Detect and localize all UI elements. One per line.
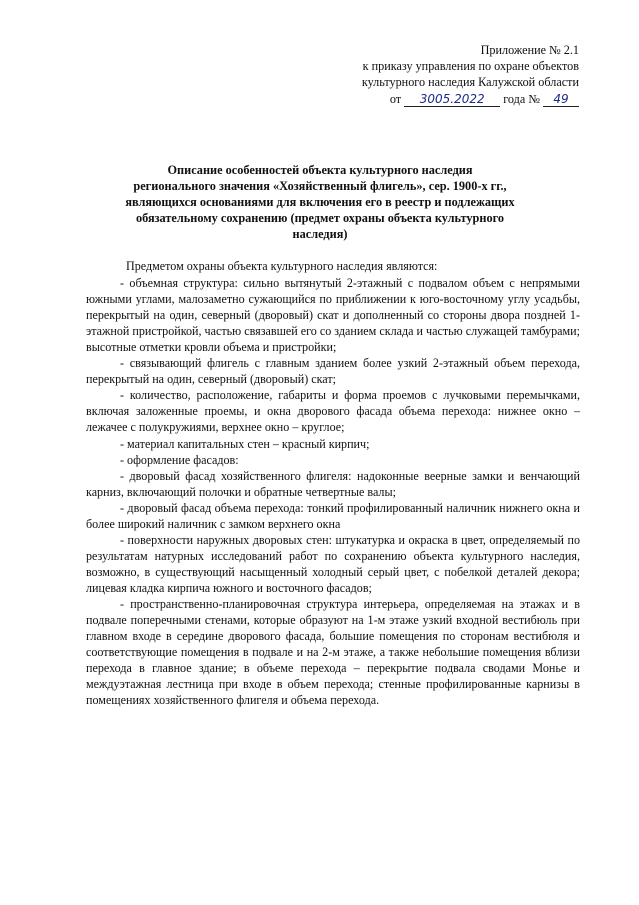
protection-item: - дворовый фасад объема перехода: тонкий профилированный наличник нижнего окна и более широкий наличник с замком верхнего окна (86, 500, 580, 531)
document-body (86, 258, 580, 708)
protection-item: - дворовый фасад хозяйственного флигеля: надоконные веерные замки и венчающий карниз, включающий полочки и обратные четвертные валы; (86, 468, 580, 499)
protection-item: - материал капитальных стен – красный кирпич; (120, 436, 370, 451)
order-reference: к приказу управления по охране объектов (362, 59, 579, 74)
title-line: Описание особенностей объекта культурного наследия (167, 163, 473, 177)
protection-item: - поверхности наружных дворовых стен: штукатурка и окраска в цвет, определяемый по результатам натурных исследований работ по сохранению объекта культурного наследия, возможно, в существующий насыщенный холодный серый цвет, с побелкой деталей декора; лицевая кладка кирпича южного и восточного фасадов; (86, 532, 580, 595)
from-label: от (389, 91, 402, 106)
protection-item: - связывающий флигель с главным зданием более узкий 2-этажный объем перехода, перекрытый на один, северный (дворовый) скат; (86, 356, 580, 387)
appendix-number: Приложение № 2.1 (480, 43, 579, 57)
title-line: являющихся основаниями для включения его в реестр и подлежащих (125, 195, 515, 209)
protection-item: - объемная структура: сильно вытянутый 2-этажный с подвалом объем с непрямыми южными углами, малозаметно сужающийся по приближении к юго-восточному углу усадьбы, перекрытый на один, северный (дворовый) скат и дополненный со стороны двора поздней 1-этажной пристройкой, частью связавшей его со зданием склада и частью служащей тамбурами; высотные отметки кровли объема и пристройки; (86, 276, 580, 355)
protection-item: - количество, расположение, габариты и форма проемов с лучковыми перемычками, включая заложенные проемы, и окна дворового фасада объема перехода: нижнее окно – лежачее с полукружиями, верхнее окно – круглое; (86, 388, 580, 435)
date-number-line (279, 91, 579, 107)
intro-paragraph: Предметом охраны объекта культурного наследия являются: (126, 259, 438, 273)
title-line: обязательному сохранению (предмет охраны объекта культурного (135, 211, 505, 225)
handwritten-date: 3005.2022 (404, 93, 500, 107)
handwritten-number: 49 (543, 93, 579, 107)
year-number-label: года № (503, 91, 540, 106)
authority-name: культурного наследия Калужской области (361, 75, 579, 90)
protection-item: - пространственно-планировочная структура интерьера, определяемая на этажах и в подвале поперечными стенами, которые образуют на 1-м этаже узкий входной вестибюль при главном входе в середине дворового фасада, большие помещения по сторонам вестибюля и соответствующие помещения в подвале и на 2-м этаже, а также небольшие помещения вблизи перехода в главное здание; в объеме перехода – перекрытие подвала сводами Монье и междуэтажная лестница при входе в объем перехода; стенные профилированные карнизы в помещениях хозяйственного флигеля и объема перехода. (86, 596, 580, 708)
title-line: регионального значения «Хозяйственный флигель», сер. 1900-х гг., (133, 179, 507, 193)
document-title (110, 162, 530, 242)
appendix-header (279, 42, 579, 107)
protection-item: - оформление фасадов: (120, 452, 239, 467)
title-line: наследия) (292, 227, 348, 241)
